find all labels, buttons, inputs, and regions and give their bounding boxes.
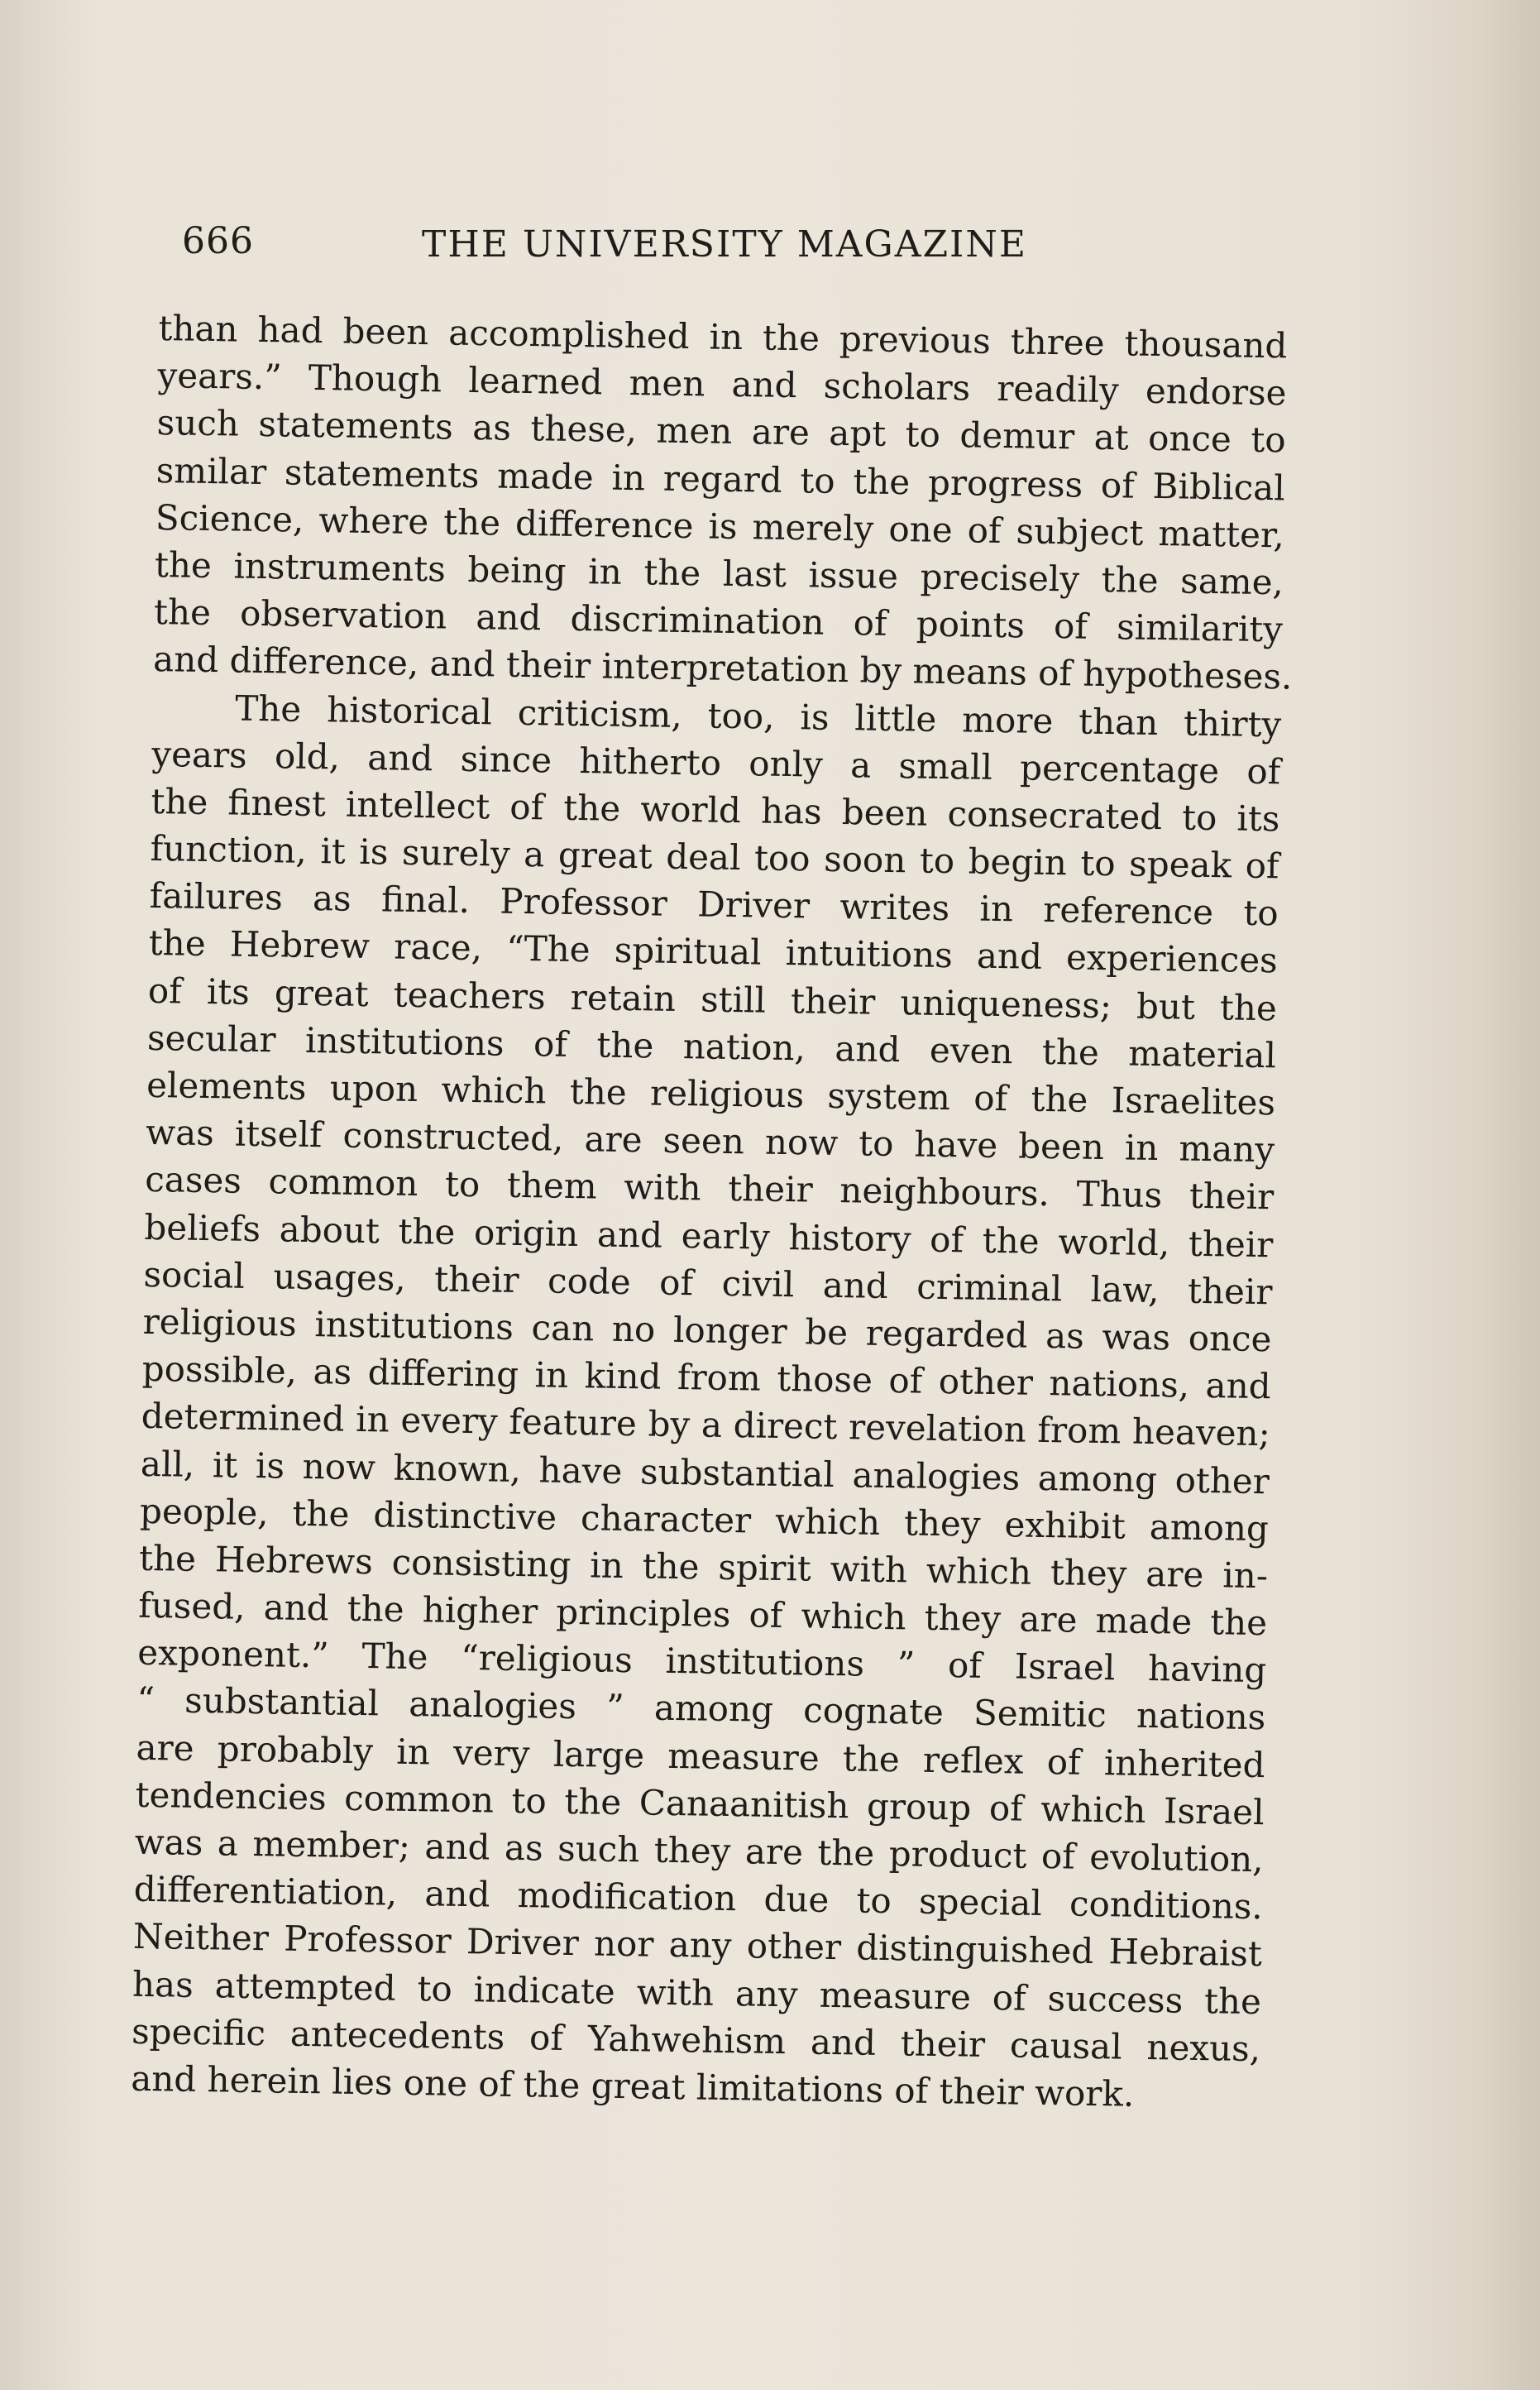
text-line: smilar statements made in regard to the progress of Biblical: [155, 449, 1286, 508]
body-text: [130, 304, 1293, 2119]
text-line: has attempted to indicate with any measure of success the: [132, 1963, 1262, 2022]
text-line: the Hebrew race, “The spiritual intuitions and experiences: [148, 922, 1279, 981]
text-line: the observation and discrimination of points of similarity: [153, 592, 1284, 650]
text-line: beliefs about the origin and early history of the world, their: [144, 1206, 1274, 1265]
text-line: exponent.” The “religious institutions ” of Israel having: [137, 1632, 1267, 1691]
text-line: and difference, and their interpretation by means of hypotheses.: [152, 639, 1293, 697]
text-line: possible, as differing in kind from those of other nations, and: [141, 1348, 1272, 1407]
text-line: and herein lies one of the great limitations of their work.: [130, 2057, 1135, 2115]
text-line: religious institutions can no longer be regarded as was once: [142, 1300, 1272, 1360]
text-line: secular institutions of the nation, and even the material: [146, 1017, 1277, 1076]
text-line: years.” Though learned men and scholars readily endorse: [157, 355, 1287, 414]
text-line: cases common to them with their neighbours. Thus their: [144, 1159, 1275, 1218]
page-header: [182, 217, 1059, 283]
text-line: the finest intellect of the world has been consecrated to its: [151, 780, 1280, 840]
text-line: differentiation, and modification due to special conditions.: [133, 1868, 1264, 1928]
text-line: than had been accomplished in the previous three thousand: [158, 307, 1288, 366]
text-line: Neither Professor Driver nor any other distinguished Hebraist: [132, 1916, 1263, 1975]
text-line: function, it is surely a great deal too soon to begin to speak of: [150, 827, 1279, 887]
text-line: all, it is now known, have substantial analogies among other: [140, 1443, 1270, 1502]
text-line: tendencies common to the Canaanitish group of which Israel: [135, 1774, 1265, 1833]
text-line: are probably in very large measure the reflex of inherited: [136, 1727, 1265, 1785]
text-line: determined in every feature by a direct revelation from heaven;: [141, 1396, 1271, 1454]
text-line: failures as final. Professor Driver writes in reference to: [149, 875, 1279, 934]
text-line: social usages, their code of civil and criminal law, their: [143, 1253, 1273, 1313]
text-line: the instruments being in the last issue precisely the same,: [154, 544, 1284, 603]
text-line: people, the distinctive character which they exhibit among: [139, 1490, 1270, 1549]
paragraph-first-line: The historical criticism, too, is little more than thirty: [234, 687, 1282, 745]
text-line: fused, and the higher principles of which they are made the: [137, 1584, 1268, 1644]
text-line: elements upon which the religious system of the Israelites: [146, 1064, 1276, 1123]
text-line: was a member; and as such they are the product of evolution,: [134, 1821, 1265, 1880]
text-line: specific antecedents of Yahwehism and their causal nexus,: [131, 2010, 1261, 2069]
running-title: THE UNIVERSITY MAGAZINE: [422, 223, 1028, 266]
text-line: such statements as these, men are apt to demur at once to: [156, 402, 1286, 461]
text-line: was itself constructed, are seen now to have been in many: [145, 1112, 1275, 1171]
text-line: years old, and since hitherto only a small percentage of: [151, 733, 1281, 793]
text-line: “ substantial analogies ” among cognate Semitic nations: [136, 1679, 1266, 1738]
text-line: Science, where the difference is merely one of subject matter,: [155, 496, 1285, 556]
text-line: of its great teachers retain still their uniqueness; but the: [147, 970, 1278, 1028]
page-number: 666: [182, 220, 254, 262]
text-line: the Hebrews consisting in the spirit with which they are in-: [138, 1537, 1269, 1597]
